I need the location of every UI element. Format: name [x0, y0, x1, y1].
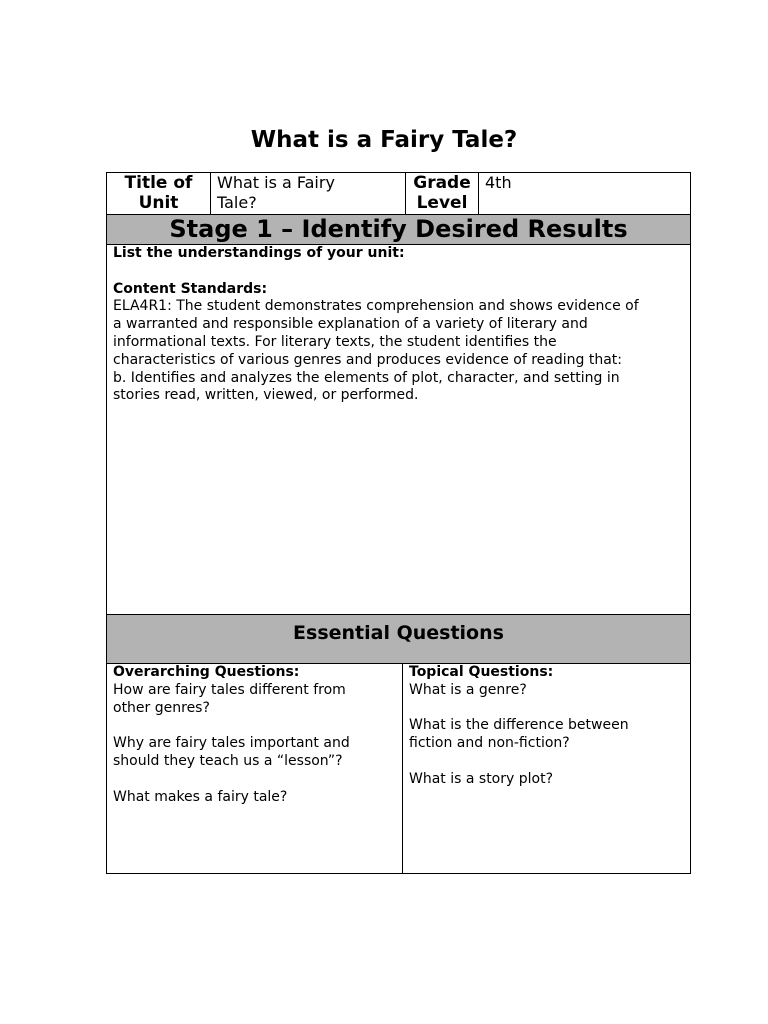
stage1-body — [107, 245, 690, 615]
overarching-questions-cell — [107, 664, 403, 873]
standards-line: informational texts. For literary texts, the student identifies the — [113, 333, 557, 350]
overarching-q1-line1: How are fairy tales different from — [113, 681, 346, 698]
unit-title-value — [211, 173, 406, 214]
essential-questions-heading: Essential Questions — [107, 614, 690, 664]
topical-label: Topical Questions: — [409, 664, 554, 680]
unit-title-line2: Tale? — [217, 193, 257, 212]
overarching-q2-line2: should they teach us a “lesson”? — [113, 752, 343, 769]
overarching-q1-line2: other genres? — [113, 699, 210, 716]
topical-q2-line2: fiction and non-fiction? — [409, 735, 570, 752]
understandings-prompt: List the understandings of your unit: — [113, 245, 405, 261]
topical-q2-line1: What is the difference between — [409, 717, 629, 734]
grade-level-label — [406, 173, 479, 214]
standards-line: ELA4R1: The student demonstrates comprehension and shows evidence of — [113, 298, 639, 315]
unit-plan-table — [106, 172, 691, 874]
overarching-label: Overarching Questions: — [113, 664, 300, 680]
standards-line: stories read, written, viewed, or performed. — [113, 387, 419, 404]
standards-line: characteristics of various genres and produces evidence of reading that: — [113, 351, 623, 368]
grade-label-line1: Grade — [413, 173, 471, 193]
grade-value: 4th — [485, 173, 512, 192]
grade-label-line2: Level — [416, 193, 468, 213]
overarching-q2-line1: Why are fairy tales important and — [113, 735, 350, 752]
unit-title-line1: What is a Fairy — [217, 173, 335, 192]
title-of-unit-label — [107, 173, 211, 214]
overarching-q3: What makes a fairy tale? — [113, 788, 288, 805]
standards-line: a warranted and responsible explanation of a variety of literary and — [113, 316, 588, 333]
stage1-heading: Stage 1 – Identify Desired Results — [107, 215, 690, 245]
content-standards-label: Content Standards: — [113, 280, 268, 297]
document-title: What is a Fairy Tale? — [250, 127, 518, 153]
grade-level-value — [479, 173, 689, 214]
header-row — [107, 173, 690, 215]
title-label-line2: Unit — [138, 193, 179, 213]
title-label-line1: Title of — [124, 173, 193, 193]
topical-q1: What is a genre? — [409, 681, 527, 698]
topical-q3: What is a story plot? — [409, 770, 553, 787]
topical-questions-cell — [403, 664, 690, 873]
standards-line: b. Identifies and analyzes the elements of plot, character, and setting in — [113, 369, 620, 386]
